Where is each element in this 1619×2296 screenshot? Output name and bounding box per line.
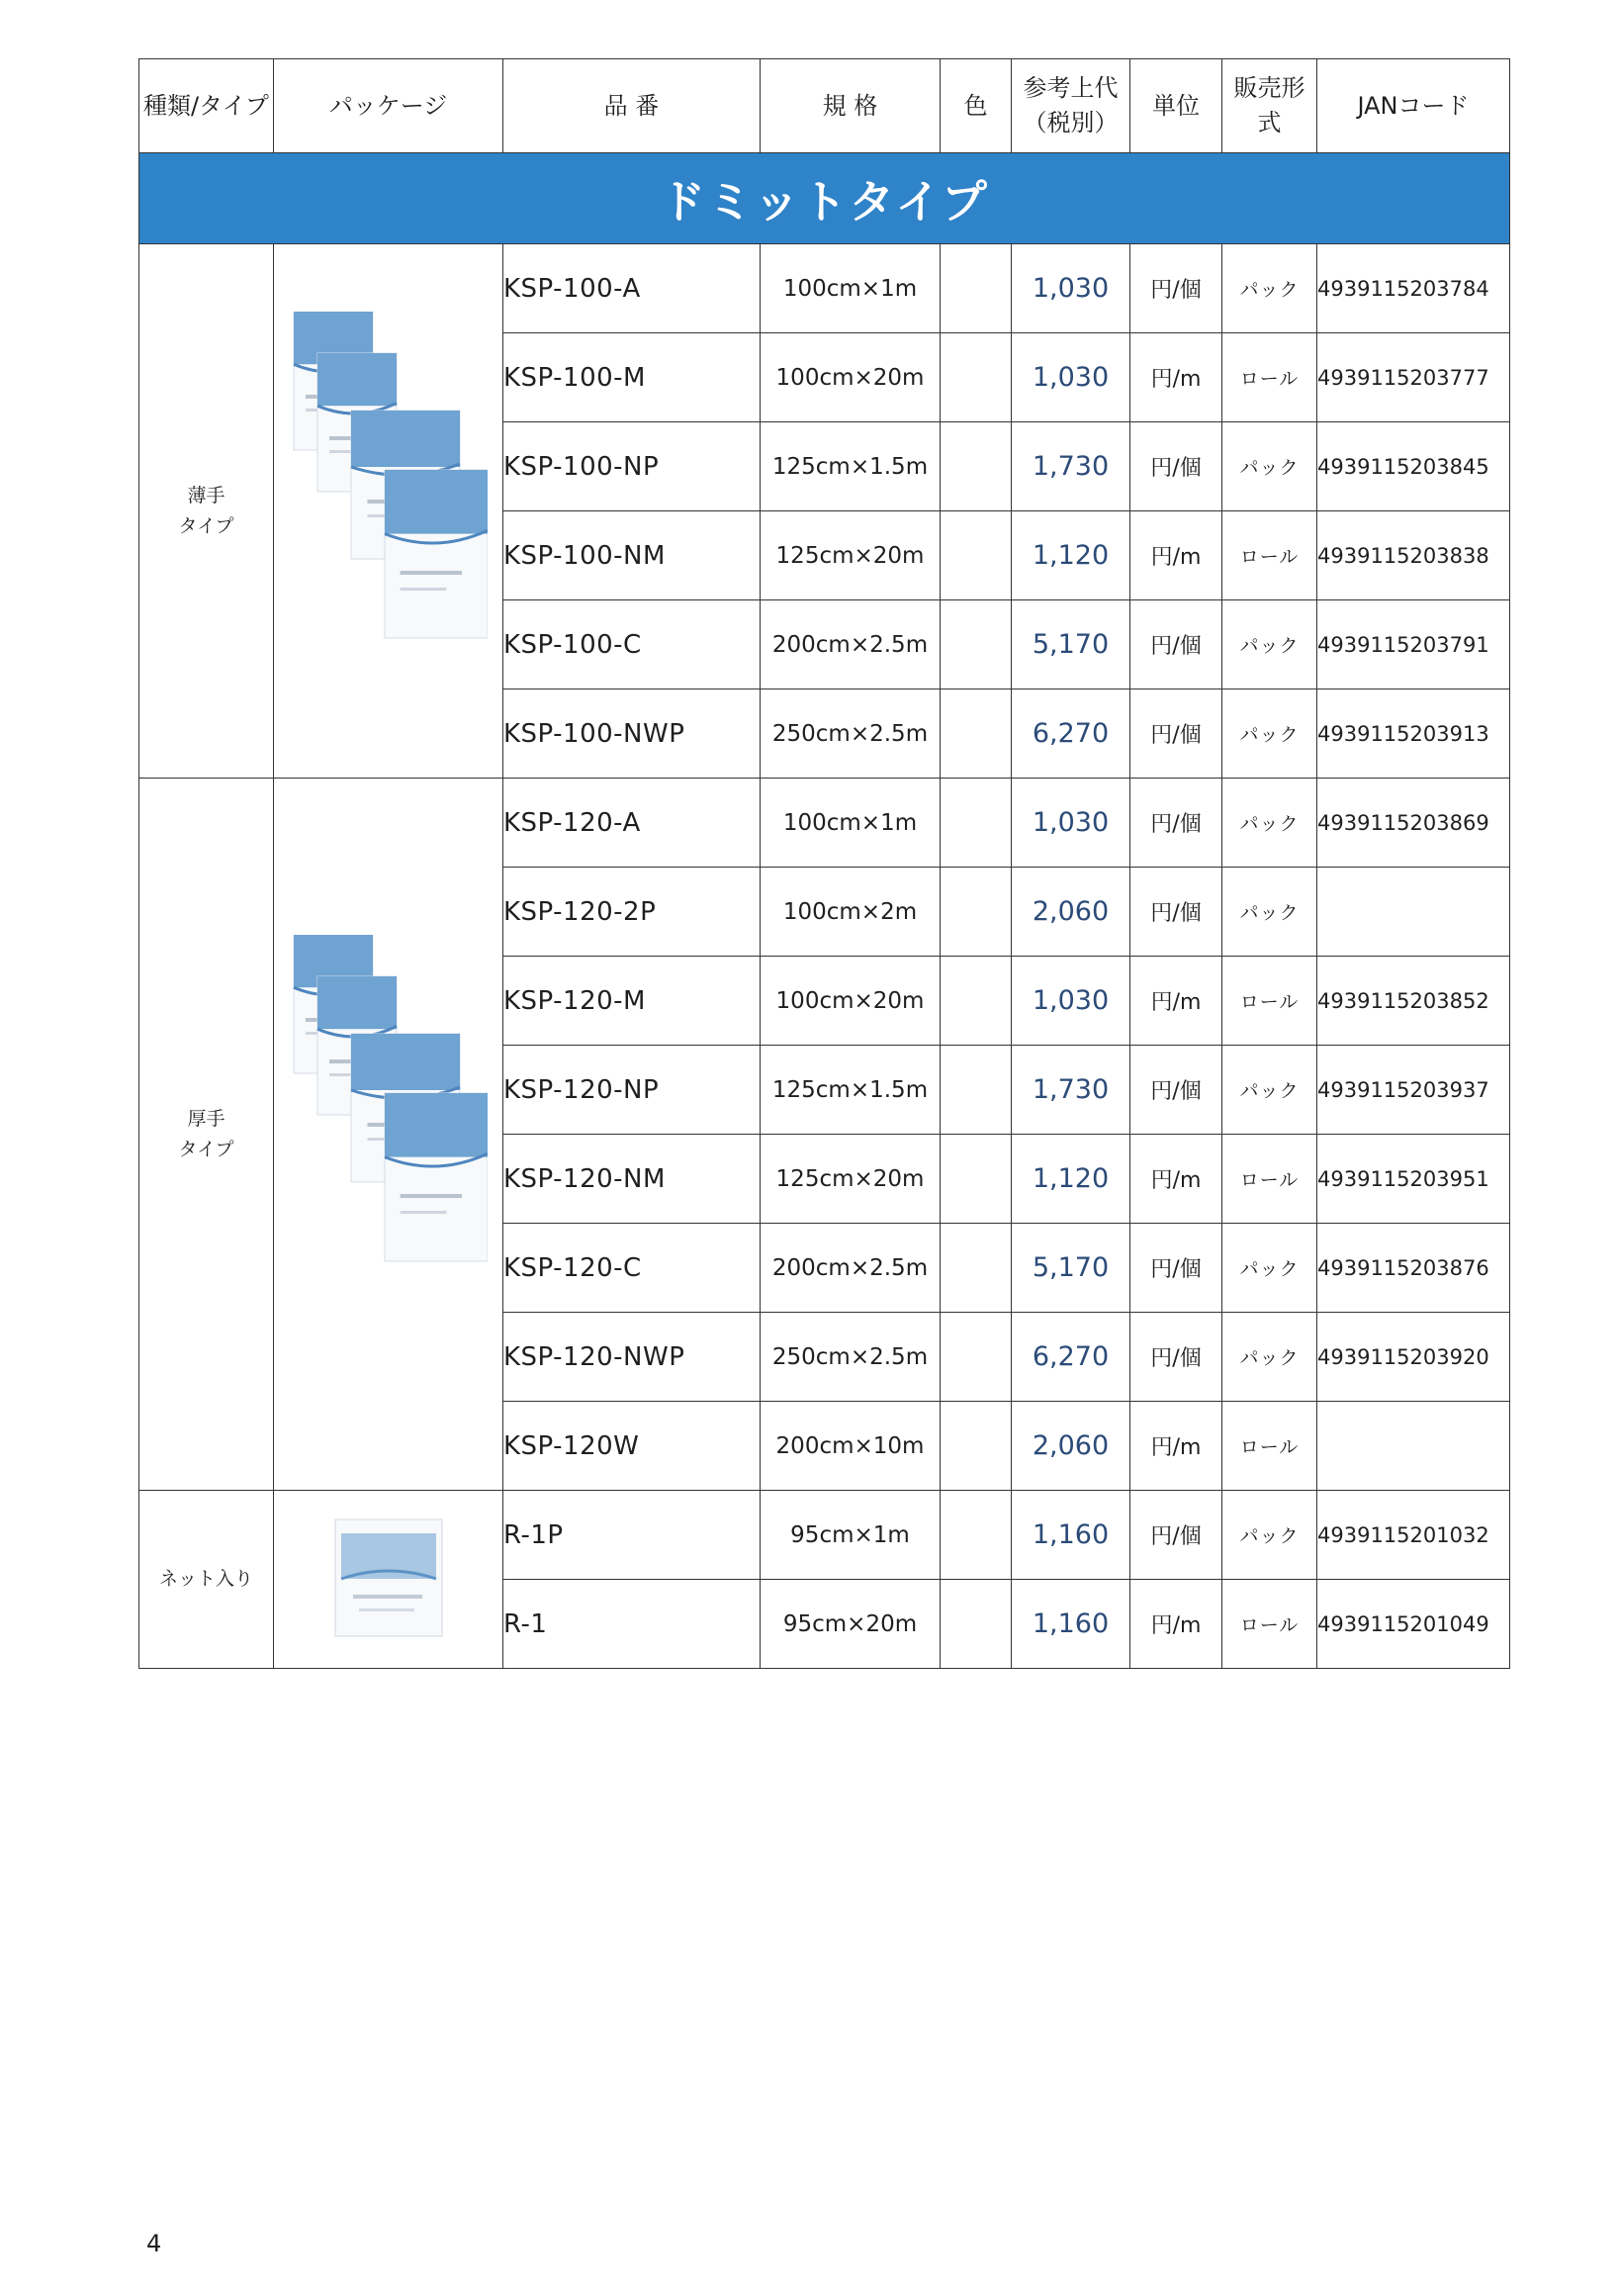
product-price: 1,120 — [1012, 511, 1130, 600]
section-banner — [139, 153, 1510, 244]
header-type: 種類/タイプ — [139, 59, 274, 153]
product-price: 6,270 — [1012, 1313, 1130, 1402]
product-code: KSP-100-NM — [503, 511, 761, 600]
product-size: 200cm×2.5m — [761, 1224, 941, 1313]
header-price-line1: 参考上代 — [1023, 74, 1119, 103]
product-code: R-1 — [503, 1580, 761, 1669]
product-color — [941, 1135, 1012, 1224]
product-color — [941, 422, 1012, 511]
product-form: パック — [1222, 1491, 1317, 1580]
type-cell — [139, 779, 274, 1491]
product-size: 200cm×10m — [761, 1402, 941, 1491]
product-color — [941, 600, 1012, 689]
section-banner-row — [139, 153, 1510, 244]
product-code: KSP-100-C — [503, 600, 761, 689]
product-code: KSP-120W — [503, 1402, 761, 1491]
product-color — [941, 1491, 1012, 1580]
product-price: 1,030 — [1012, 244, 1130, 333]
product-price: 6,270 — [1012, 689, 1130, 779]
table-row — [139, 244, 1510, 333]
product-jan: 4939115203920 — [1317, 1313, 1510, 1402]
package-cell — [274, 244, 503, 779]
product-form: ロール — [1222, 1402, 1317, 1491]
product-size: 95cm×1m — [761, 1491, 941, 1580]
product-price: 1,730 — [1012, 1046, 1130, 1135]
product-size: 100cm×20m — [761, 957, 941, 1046]
product-unit: 円/m — [1130, 957, 1222, 1046]
product-unit: 円/m — [1130, 1402, 1222, 1491]
package-cell — [274, 1491, 503, 1669]
product-code: KSP-100-NP — [503, 422, 761, 511]
product-price: 2,060 — [1012, 1402, 1130, 1491]
product-form: パック — [1222, 868, 1317, 957]
product-form: ロール — [1222, 1135, 1317, 1224]
product-code: KSP-120-2P — [503, 868, 761, 957]
product-jan: 4939115203937 — [1317, 1046, 1510, 1135]
product-color — [941, 1402, 1012, 1491]
type-label: 薄手 — [187, 485, 225, 507]
product-form: ロール — [1222, 1580, 1317, 1669]
product-unit: 円/個 — [1130, 868, 1222, 957]
product-size: 250cm×2.5m — [761, 1313, 941, 1402]
product-code: KSP-100-NWP — [503, 689, 761, 779]
header-color: 色 — [941, 59, 1012, 153]
product-code: KSP-100-A — [503, 244, 761, 333]
product-form: パック — [1222, 422, 1317, 511]
product-color — [941, 1313, 1012, 1402]
product-form: パック — [1222, 1224, 1317, 1313]
product-color — [941, 1224, 1012, 1313]
product-price: 2,060 — [1012, 868, 1130, 957]
product-price: 5,170 — [1012, 1224, 1130, 1313]
product-jan: 4939115203838 — [1317, 511, 1510, 600]
type-label: ネット入り — [158, 1568, 253, 1591]
package-cell — [274, 779, 503, 1491]
product-code: KSP-120-A — [503, 779, 761, 868]
product-color — [941, 957, 1012, 1046]
product-price: 1,160 — [1012, 1580, 1130, 1669]
product-color — [941, 868, 1012, 957]
product-size: 100cm×1m — [761, 244, 941, 333]
product-size: 100cm×1m — [761, 779, 941, 868]
header-code: 品 番 — [503, 59, 761, 153]
product-size: 125cm×1.5m — [761, 422, 941, 511]
product-jan — [1317, 868, 1510, 957]
product-unit: 円/個 — [1130, 1224, 1222, 1313]
product-price: 1,030 — [1012, 333, 1130, 422]
product-jan: 4939115203845 — [1317, 422, 1510, 511]
product-form: パック — [1222, 1313, 1317, 1402]
header-jan: JANコード — [1317, 59, 1510, 153]
type-cell — [139, 1491, 274, 1669]
product-jan: 4939115203777 — [1317, 333, 1510, 422]
product-size: 125cm×20m — [761, 511, 941, 600]
product-jan: 4939115201032 — [1317, 1491, 1510, 1580]
product-size: 95cm×20m — [761, 1580, 941, 1669]
header-package: パッケージ — [274, 59, 503, 153]
product-code: KSP-120-NM — [503, 1135, 761, 1224]
product-jan: 4939115203852 — [1317, 957, 1510, 1046]
header-price — [1012, 59, 1130, 153]
product-color — [941, 1046, 1012, 1135]
product-jan: 4939115203869 — [1317, 779, 1510, 868]
header-unit: 単位 — [1130, 59, 1222, 153]
product-unit: 円/m — [1130, 1580, 1222, 1669]
product-price: 1,160 — [1012, 1491, 1130, 1580]
product-size: 125cm×20m — [761, 1135, 941, 1224]
product-size: 200cm×2.5m — [761, 600, 941, 689]
product-jan: 4939115203951 — [1317, 1135, 1510, 1224]
product-color — [941, 511, 1012, 600]
product-jan: 4939115203784 — [1317, 244, 1510, 333]
product-color — [941, 1580, 1012, 1669]
product-code: KSP-120-C — [503, 1224, 761, 1313]
product-size: 125cm×1.5m — [761, 1046, 941, 1135]
product-unit: 円/m — [1130, 511, 1222, 600]
product-unit: 円/個 — [1130, 779, 1222, 868]
product-unit: 円/個 — [1130, 422, 1222, 511]
product-size: 100cm×20m — [761, 333, 941, 422]
product-jan — [1317, 1402, 1510, 1491]
product-jan: 4939115201049 — [1317, 1580, 1510, 1669]
product-unit: 円/個 — [1130, 1046, 1222, 1135]
product-table — [138, 58, 1510, 1669]
package-photo — [329, 1514, 448, 1642]
product-form: ロール — [1222, 511, 1317, 600]
package-photo — [290, 935, 488, 1331]
product-color — [941, 333, 1012, 422]
product-price: 1,730 — [1012, 422, 1130, 511]
product-color — [941, 779, 1012, 868]
product-form: パック — [1222, 244, 1317, 333]
type-label: 厚手 — [187, 1108, 225, 1131]
product-unit: 円/m — [1130, 333, 1222, 422]
product-code: KSP-100-M — [503, 333, 761, 422]
product-color — [941, 689, 1012, 779]
product-form: パック — [1222, 689, 1317, 779]
product-form: パック — [1222, 600, 1317, 689]
product-form: パック — [1222, 1046, 1317, 1135]
product-code: R-1P — [503, 1491, 761, 1580]
product-price: 1,030 — [1012, 779, 1130, 868]
page-number: 4 — [146, 2230, 162, 2257]
product-color — [941, 244, 1012, 333]
product-unit: 円/個 — [1130, 1313, 1222, 1402]
product-unit: 円/m — [1130, 1135, 1222, 1224]
product-form: パック — [1222, 779, 1317, 868]
header-price-line2: （税別） — [1023, 109, 1119, 137]
section-banner-title: ドミットタイプ — [660, 174, 989, 229]
product-jan: 4939115203913 — [1317, 689, 1510, 779]
product-size: 250cm×2.5m — [761, 689, 941, 779]
product-jan: 4939115203876 — [1317, 1224, 1510, 1313]
product-unit: 円/個 — [1130, 600, 1222, 689]
header-row — [139, 59, 1510, 153]
product-size: 100cm×2m — [761, 868, 941, 957]
product-code: KSP-120-M — [503, 957, 761, 1046]
product-price: 1,030 — [1012, 957, 1130, 1046]
type-label-line2: タイプ — [178, 514, 234, 537]
type-cell — [139, 244, 274, 779]
product-jan: 4939115203791 — [1317, 600, 1510, 689]
product-unit: 円/個 — [1130, 244, 1222, 333]
product-unit: 円/個 — [1130, 1491, 1222, 1580]
type-label-line2: タイプ — [178, 1138, 234, 1160]
product-form: ロール — [1222, 333, 1317, 422]
product-unit: 円/個 — [1130, 689, 1222, 779]
header-size: 規 格 — [761, 59, 941, 153]
header-form: 販売形式 — [1222, 59, 1317, 153]
product-price: 5,170 — [1012, 600, 1130, 689]
package-photo — [290, 312, 488, 707]
table-row — [139, 779, 1510, 868]
product-form: ロール — [1222, 957, 1317, 1046]
product-code: KSP-120-NP — [503, 1046, 761, 1135]
table-row — [139, 1491, 1510, 1580]
product-price: 1,120 — [1012, 1135, 1130, 1224]
product-code: KSP-120-NWP — [503, 1313, 761, 1402]
